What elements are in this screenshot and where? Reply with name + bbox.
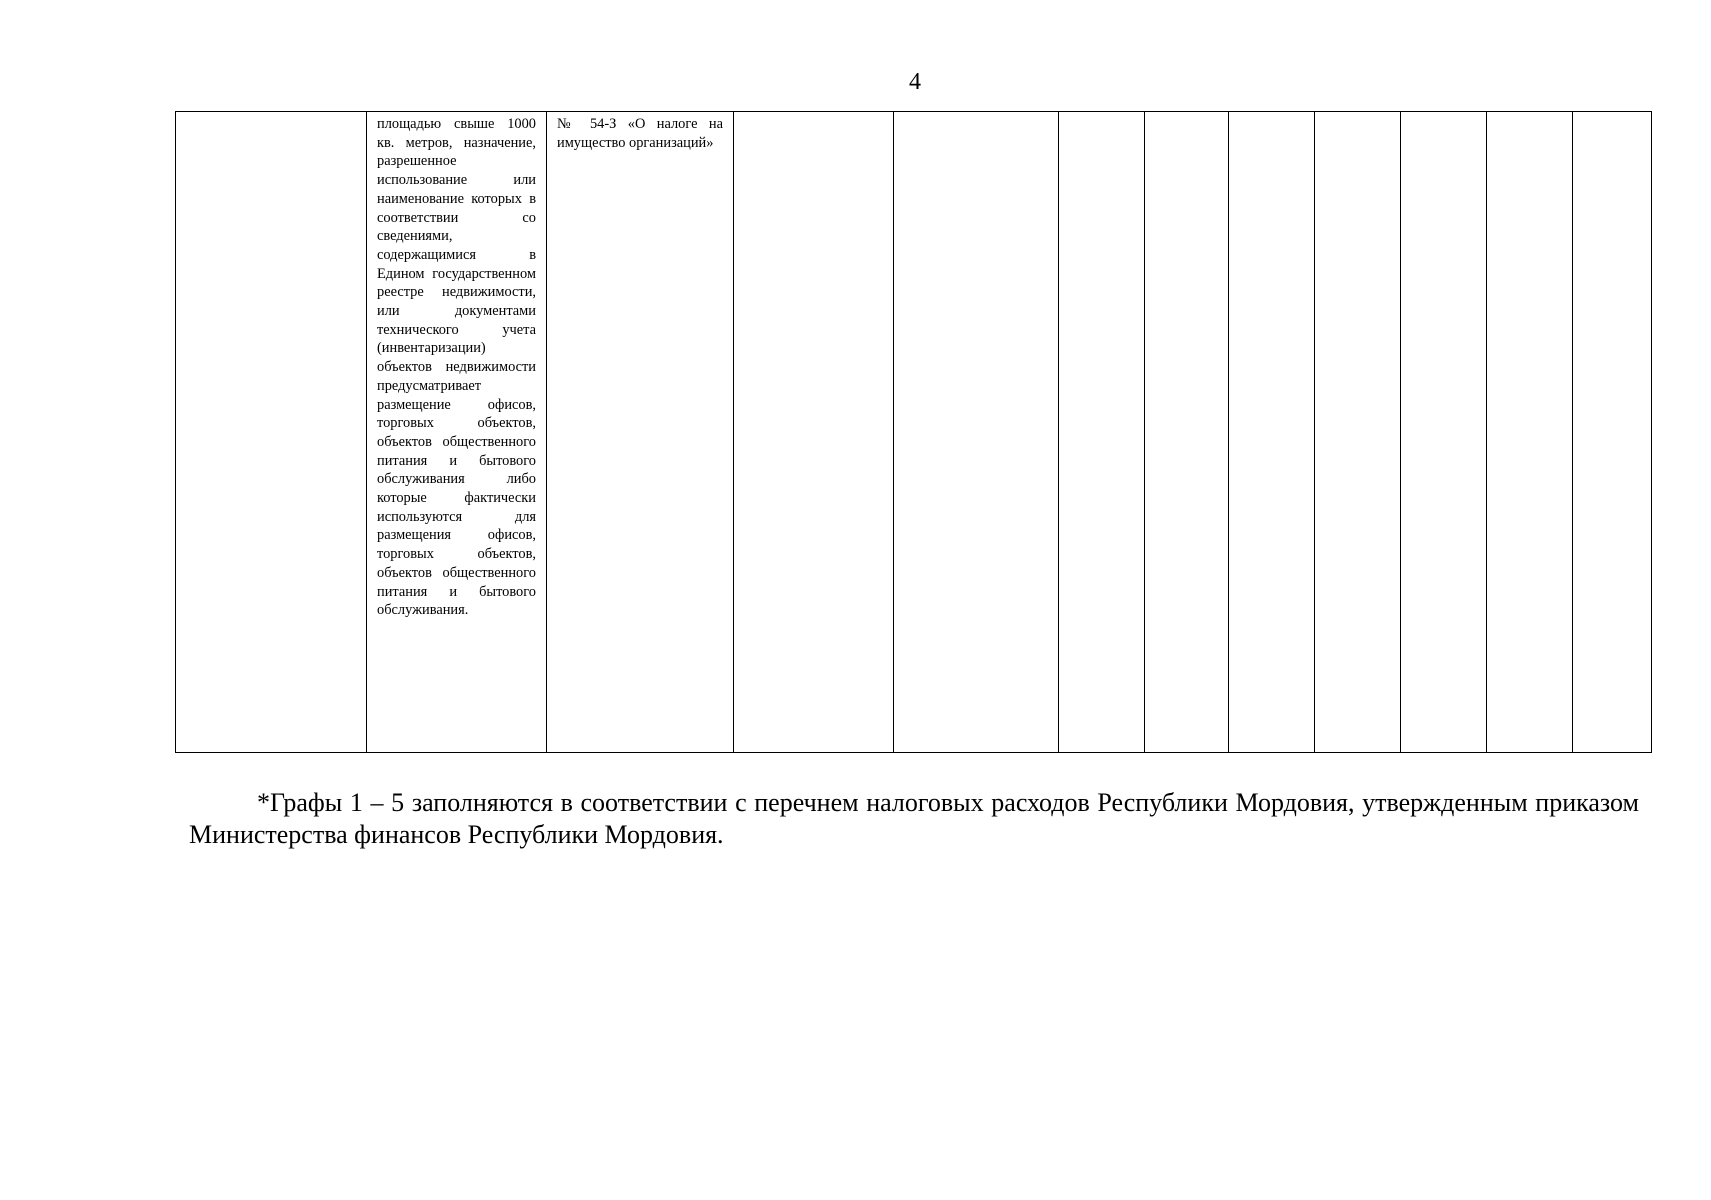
table-cell-description [367,112,547,753]
table-cell-col-6 [1059,112,1145,753]
table-cell-col-4 [734,112,894,753]
law-text: № 54-З «О налоге на имущество организаций» [557,116,723,151]
table-cell-col-11 [1487,112,1573,753]
tax-expenditure-table [175,111,1652,753]
table-cell-col-10 [1401,112,1487,753]
table-row [176,112,1652,753]
table-cell-col-1 [176,112,367,753]
page-number: 4 [909,69,921,95]
table-cell-law [547,112,734,753]
table-cell-col-12 [1573,112,1652,753]
description-text: площадью свыше 1000 кв. метров, назначение, разрешенное использование или наименование которых в соответствии со сведениями, содержащимися в Едином государственном реестре недвижимости, или документами технического учета (инвентаризации) объектов недвижимости предусматривает размещение офисов, торговых объектов, объектов общественного питания и бытового обслуживания либо которые фактически используются для размещения офисов, торговых объектов, объектов общественного питания и бытового обслуживания. [377,116,536,619]
table-cell-col-8 [1229,112,1315,753]
table-cell-col-7 [1145,112,1229,753]
table-cell-col-9 [1315,112,1401,753]
table-cell-col-5 [894,112,1059,753]
footnote: *Графы 1 – 5 заполняются в соответствии с перечнем налоговых расходов Республики Мордовия, утвержденным приказом Министерства финансов Республики Мордовия. [189,788,1639,849]
